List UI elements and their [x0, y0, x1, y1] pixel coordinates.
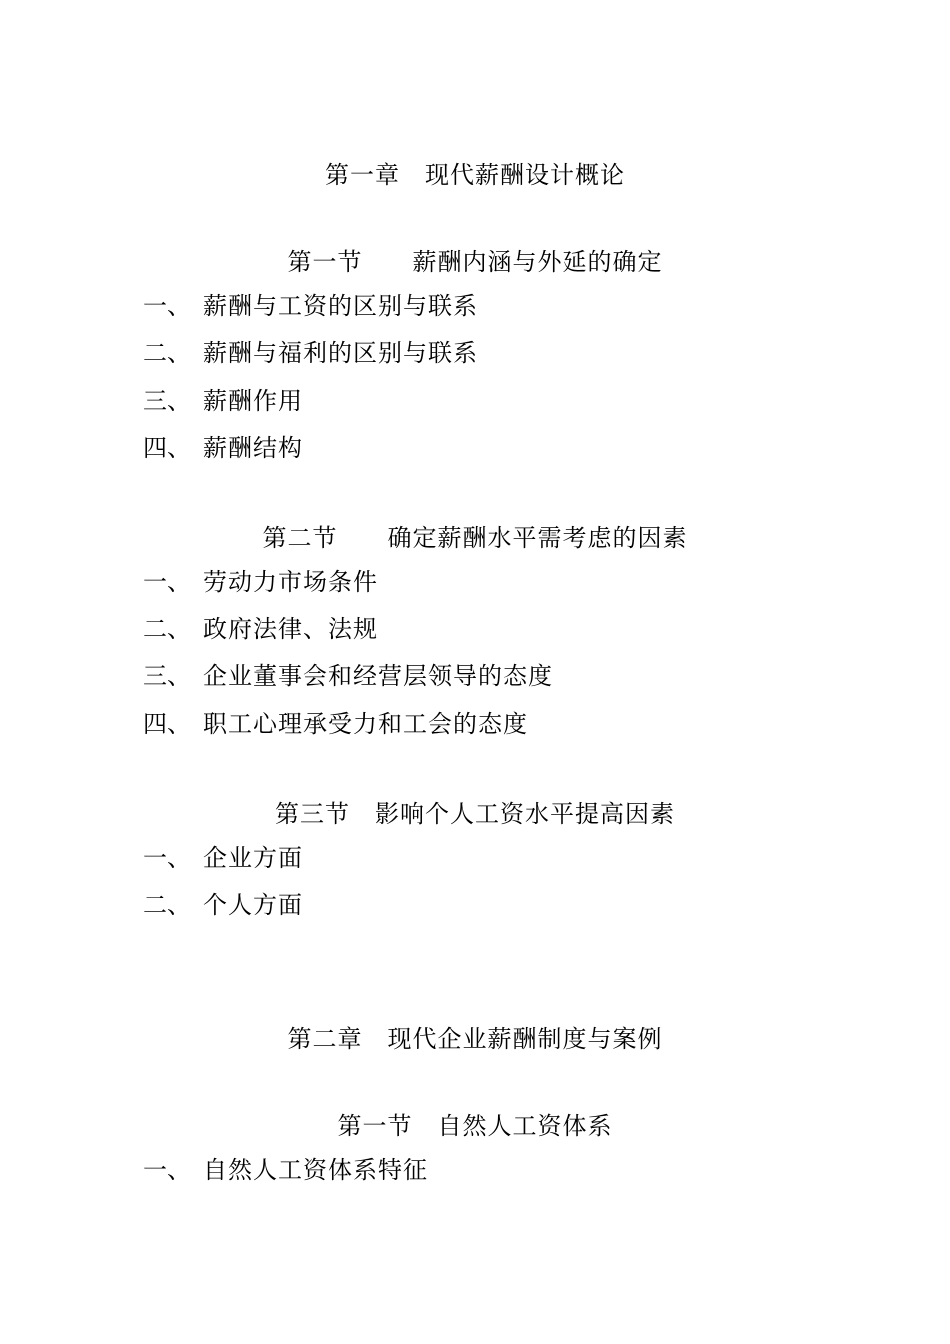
list-item-number: 二、 — [143, 339, 191, 367]
list-item-number: 一、 — [143, 1156, 191, 1184]
list-item-text: 薪酬与工资的区别与联系 — [203, 292, 478, 320]
list-item-number: 二、 — [143, 615, 191, 643]
chapter-1-section-2-title: 第二节 确定薪酬水平需考虑的因素 — [262, 524, 688, 552]
chapter-1-title: 第一章 现代薪酬设计概论 — [325, 161, 625, 189]
chapter-1-section-3-title: 第三节 影响个人工资水平提高因素 — [275, 800, 675, 828]
list-item-text: 劳动力市场条件 — [203, 568, 378, 596]
list-item-text: 企业董事会和经营层领导的态度 — [203, 662, 553, 690]
list-item-text: 自然人工资体系特征 — [203, 1156, 428, 1184]
list-item-text: 职工心理承受力和工会的态度 — [203, 710, 528, 738]
list-item-number: 三、 — [143, 662, 191, 690]
list-item-number: 二、 — [143, 891, 191, 919]
list-item-text: 薪酬与福利的区别与联系 — [203, 339, 478, 367]
list-item-text: 薪酬作用 — [203, 387, 303, 415]
list-item-text: 个人方面 — [203, 891, 303, 919]
list-item-number: 一、 — [143, 568, 191, 596]
list-item-number: 四、 — [143, 710, 191, 738]
chapter-1-section-1-title: 第一节 薪酬内涵与外延的确定 — [287, 248, 663, 276]
list-item-number: 三、 — [143, 387, 191, 415]
chapter-2-section-1-title: 第一节 自然人工资体系 — [337, 1112, 613, 1140]
list-item-text: 企业方面 — [203, 844, 303, 872]
list-item-text: 薪酬结构 — [203, 434, 303, 462]
chapter-2-title: 第二章 现代企业薪酬制度与案例 — [287, 1025, 663, 1053]
list-item-number: 四、 — [143, 434, 191, 462]
list-item-text: 政府法律、法规 — [203, 615, 378, 643]
list-item-number: 一、 — [143, 292, 191, 320]
list-item-number: 一、 — [143, 844, 191, 872]
